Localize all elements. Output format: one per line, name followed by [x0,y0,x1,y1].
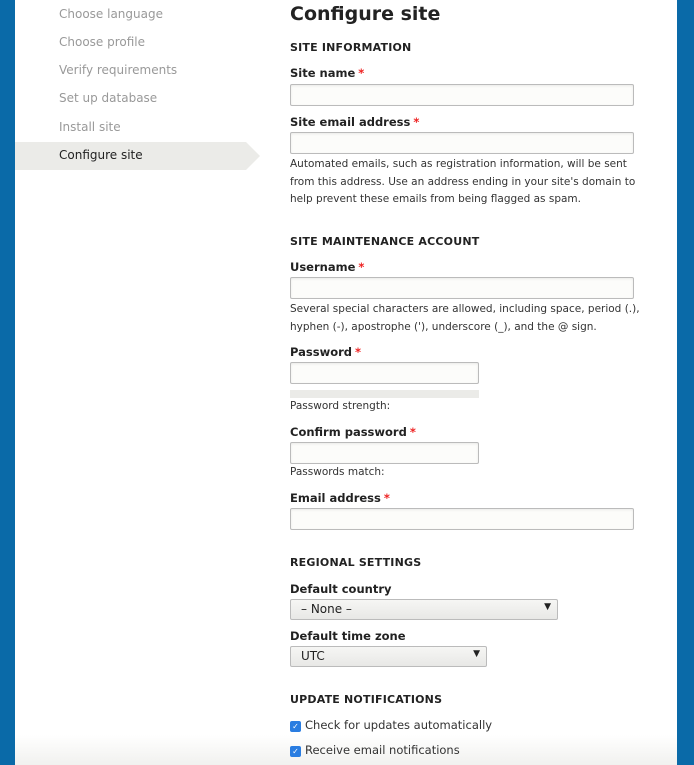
step-set-up-database: Set up database [59,91,158,105]
confirm-password-label: Confirm password * [290,425,416,439]
username-help: Several special characters are allowed, including space, period (.), hyphen (-), apostrophe ('), underscore (_), and the @ sign. [290,303,640,333]
default-time-zone-select[interactable]: UTC ▼ [290,646,487,667]
default-time-zone-label: Default time zone [290,629,406,643]
email-label: Email address * [290,491,390,505]
page-title: Configure site [290,3,441,25]
step-verify-requirements: Verify requirements [59,63,178,77]
check-updates-checkbox[interactable]: ✓ [290,721,301,732]
email-notifications-checkbox[interactable]: ✓ [290,746,301,757]
step-choose-language: Choose language [59,7,163,21]
section-update-notifications: UPDATE NOTIFICATIONS [290,693,443,706]
required-marker: * [358,66,365,80]
required-marker: * [355,345,362,359]
username-label: Username * [290,260,365,274]
active-step-arrow [246,142,260,170]
required-marker: * [383,491,390,505]
site-email-input[interactable] [290,132,634,154]
section-maintenance-account: SITE MAINTENANCE ACCOUNT [290,235,480,248]
site-email-help: Automated emails, such as registration information, will be sent from this address. Use an address ending in your site's domain to help prevent these emails from being flagged as spam. [290,158,636,205]
required-marker: * [413,115,420,129]
required-marker: * [409,425,416,439]
site-name-input[interactable] [290,84,634,106]
default-country-select[interactable]: – None – ▼ [290,599,558,620]
section-regional-settings: REGIONAL SETTINGS [290,556,422,569]
step-configure-site: Configure site [59,148,143,162]
dropdown-arrow-icon: ▼ [544,602,551,612]
section-site-information: SITE INFORMATION [290,41,412,54]
username-input[interactable] [290,277,634,299]
password-input[interactable] [290,362,479,384]
password-label: Password * [290,345,362,359]
check-updates-label[interactable]: Check for updates automatically [305,718,493,732]
default-country-label: Default country [290,582,392,596]
dropdown-arrow-icon: ▼ [473,649,480,659]
password-strength-text: Password strength: [290,400,391,412]
site-name-label: Site name * [290,66,365,80]
passwords-match-text: Passwords match: [290,466,385,478]
site-email-label: Site email address * [290,115,420,129]
email-input[interactable] [290,508,634,530]
step-install-site: Install site [59,120,121,134]
required-marker: * [358,260,365,274]
confirm-password-input[interactable] [290,442,479,464]
step-choose-profile: Choose profile [59,35,146,49]
email-notifications-label[interactable]: Receive email notifications [305,743,460,757]
password-strength-bar [290,390,479,398]
